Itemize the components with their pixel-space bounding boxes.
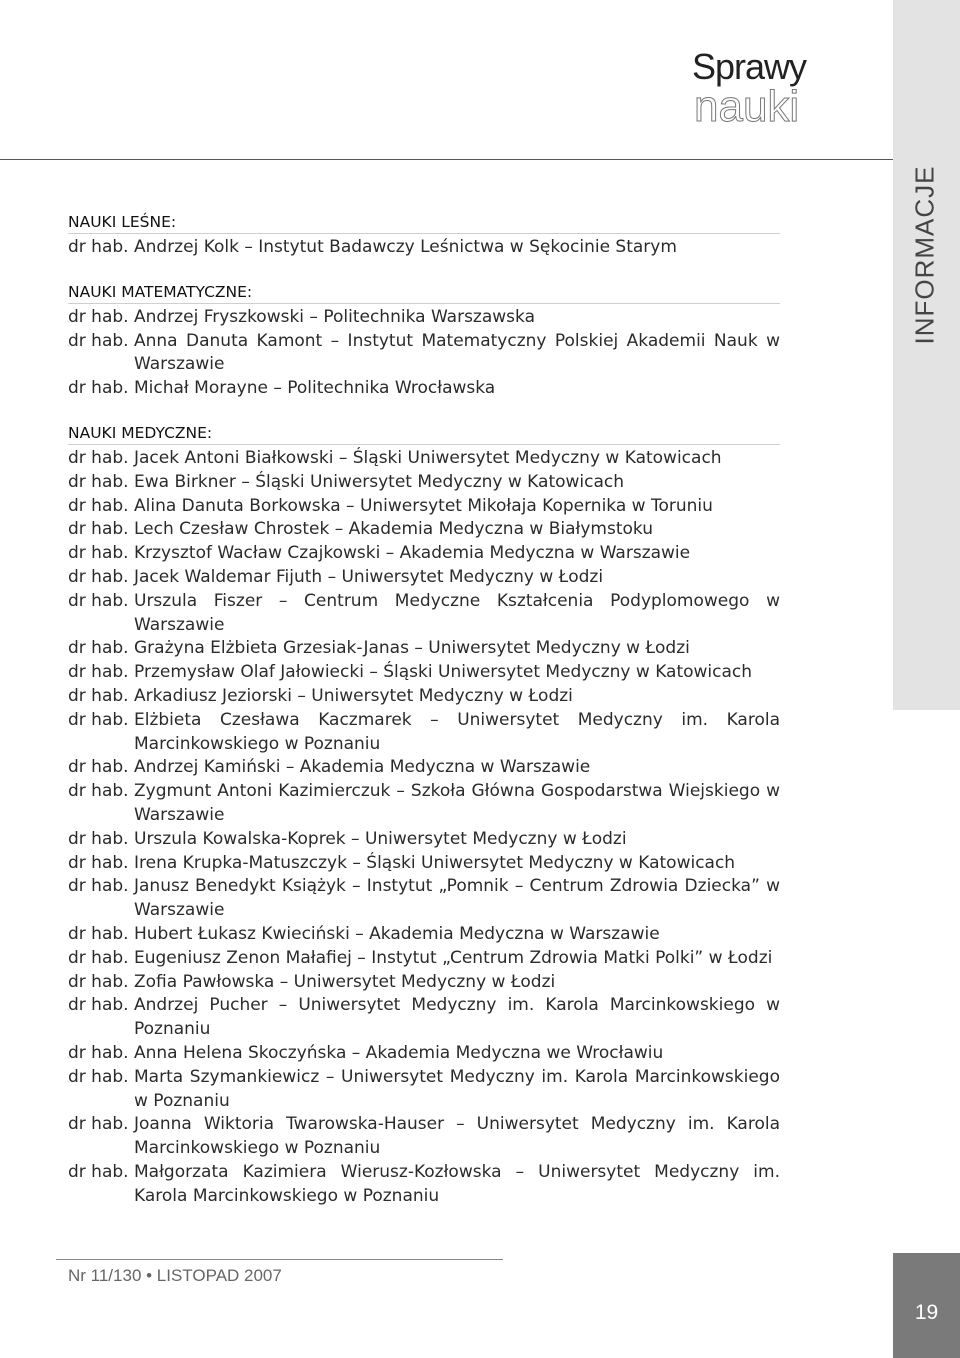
degree-prefix: dr hab. xyxy=(68,378,129,399)
degree-prefix: dr hab. xyxy=(68,995,129,1016)
person-and-institution: Andrzej Kolk – Instytut Badawczy Leśnictwa w Sękocinie Starym xyxy=(134,237,677,257)
person-and-institution: Eugeniusz Zenon Małafiej – Instytut „Centrum Zdrowia Matki Polki” w Łodzi xyxy=(134,947,773,968)
person-and-institution: Zofia Pawłowska – Uniwersytet Medyczny w Łodzi xyxy=(134,971,556,992)
degree-prefix: dr hab. xyxy=(68,590,129,611)
degree-prefix: dr hab. xyxy=(68,638,129,659)
issue-info: Nr 11/130 • LISTOPAD 2007 xyxy=(68,1266,282,1285)
list-item xyxy=(68,875,780,923)
person-and-institution: Andrzej Pucher – Uniwersytet Medyczny im. Karola Marcinkowskiego w Poznaniu xyxy=(134,995,780,1040)
list-item xyxy=(68,518,780,542)
list-item xyxy=(68,495,780,519)
degree-prefix: dr hab. xyxy=(68,471,129,492)
person-and-institution: Elżbieta Czesława Kaczmarek – Uniwersytet Medyczny im. Karola Marcinkowskiego w Poznaniu xyxy=(134,709,780,754)
list-item xyxy=(68,780,780,828)
person-and-institution: Jacek Antoni Białkowski – Śląski Uniwersytet Medyczny w Katowicach xyxy=(134,447,722,468)
side-tab-background xyxy=(893,0,960,710)
side-label-text: INFORMACJE xyxy=(909,165,940,345)
discipline-section xyxy=(68,423,780,1209)
page-number-box xyxy=(893,1253,960,1358)
degree-prefix: dr hab. xyxy=(68,306,129,327)
list-item xyxy=(68,923,780,947)
person-and-institution: Zygmunt Antoni Kazimierczuk – Szkoła Główna Gospodarstwa Wiejskiego w Warszawie xyxy=(134,781,780,825)
person-and-institution: Hubert Łukasz Kwieciński – Akademia Medyczna w Warszawie xyxy=(134,923,660,944)
list-item xyxy=(68,566,780,590)
degree-prefix: dr hab. xyxy=(68,543,129,564)
section-heading: NAUKI MEDYCZNE: xyxy=(68,423,780,445)
person-and-institution: Jacek Waldemar Fijuth – Uniwersytet Medyczny w Łodzi xyxy=(134,566,604,587)
footer-divider xyxy=(56,1259,503,1260)
list-item xyxy=(68,709,780,757)
degree-prefix: dr hab. xyxy=(68,330,129,351)
list-item xyxy=(68,447,780,471)
degree-prefix: dr hab. xyxy=(68,447,129,468)
person-and-institution: Urszula Kowalska-Koprek – Uniwersytet Medyczny w Łodzi xyxy=(134,828,627,849)
list-item xyxy=(68,377,780,401)
person-and-institution: Ewa Birkner – Śląski Uniwersytet Medyczny w Katowicach xyxy=(134,471,625,492)
degree-prefix: dr hab. xyxy=(68,852,129,873)
list-item xyxy=(68,947,780,971)
person-and-institution: Anna Helena Skoczyńska – Akademia Medyczna we Wrocławiu xyxy=(134,1042,664,1063)
degree-prefix: dr hab. xyxy=(68,947,129,968)
degree-prefix: dr hab. xyxy=(68,876,129,897)
list-item xyxy=(68,1161,780,1209)
list-item xyxy=(68,471,780,495)
list-item xyxy=(68,236,780,260)
degree-prefix: dr hab. xyxy=(68,1066,129,1087)
degree-prefix: dr hab. xyxy=(68,237,129,257)
logo-word-nauki: nauki xyxy=(694,82,800,131)
list-item xyxy=(68,828,780,852)
person-and-institution: Arkadiusz Jeziorski – Uniwersytet Medyczny w Łodzi xyxy=(134,685,573,706)
degree-prefix: dr hab. xyxy=(68,1114,129,1135)
degree-prefix: dr hab. xyxy=(68,757,129,778)
degree-prefix: dr hab. xyxy=(68,971,129,992)
list-item xyxy=(68,685,780,709)
person-and-institution: Przemysław Olaf Jałowiecki – Śląski Uniwersytet Medyczny w Katowicach xyxy=(134,662,753,683)
discipline-section xyxy=(68,282,780,401)
list-item xyxy=(68,1113,780,1161)
degree-prefix: dr hab. xyxy=(68,1161,129,1182)
list-item xyxy=(68,756,780,780)
person-and-institution: Andrzej Fryszkowski – Politechnika Warszawska xyxy=(134,306,535,327)
person-and-institution: Urszula Fiszer – Centrum Medyczne Kształcenia Podyplomowego w Warszawie xyxy=(134,590,780,635)
list-item xyxy=(68,994,780,1042)
journal-logo xyxy=(692,46,812,136)
list-item xyxy=(68,661,780,685)
page-number: 19 xyxy=(914,1301,939,1324)
person-and-institution: Irena Krupka-Matuszczyk – Śląski Uniwersytet Medyczny w Katowicach xyxy=(134,852,736,873)
person-and-institution: Marta Szymankiewicz – Uniwersytet Medyczny im. Karola Marcinkowskiego w Poznaniu xyxy=(134,1066,780,1111)
degree-prefix: dr hab. xyxy=(68,828,129,849)
list-item xyxy=(68,1042,780,1066)
list-item xyxy=(68,971,780,995)
degree-prefix: dr hab. xyxy=(68,495,129,516)
section-heading: NAUKI MATEMATYCZNE: xyxy=(68,282,780,304)
discipline-section xyxy=(68,212,780,260)
degree-prefix: dr hab. xyxy=(68,566,129,587)
list-item xyxy=(68,542,780,566)
degree-prefix: dr hab. xyxy=(68,519,129,540)
list-item xyxy=(68,852,780,876)
list-item xyxy=(68,1066,780,1114)
degree-prefix: dr hab. xyxy=(68,662,129,683)
person-and-institution: Joanna Wiktoria Twarowska-Hauser – Uniwersytet Medyczny im. Karola Marcinkowskiego w Poznaniu xyxy=(134,1114,780,1159)
person-and-institution: Krzysztof Wacław Czajkowski – Akademia Medyczna w Warszawie xyxy=(134,543,691,564)
person-and-institution: Anna Danuta Kamont – Instytut Matematyczny Polskiej Akademii Nauk w Warszawie xyxy=(134,330,780,375)
section-heading: NAUKI LEŚNE: xyxy=(68,212,780,234)
degree-prefix: dr hab. xyxy=(68,923,129,944)
person-and-institution: Grażyna Elżbieta Grzesiak-Janas – Uniwersytet Medyczny w Łodzi xyxy=(134,638,690,659)
logo-word-sprawy: Sprawy xyxy=(692,46,807,87)
degree-prefix: dr hab. xyxy=(68,685,129,706)
list-item xyxy=(68,330,780,378)
person-and-institution: Lech Czesław Chrostek – Akademia Medyczna w Białymstoku xyxy=(134,519,653,540)
main-content xyxy=(68,212,780,1208)
degree-prefix: dr hab. xyxy=(68,709,129,730)
list-item xyxy=(68,590,780,638)
list-item xyxy=(68,306,780,330)
person-and-institution: Alina Danuta Borkowska – Uniwersytet Mikołaja Kopernika w Toruniu xyxy=(134,495,713,516)
section-side-label xyxy=(892,165,958,345)
person-and-institution: Andrzej Kamiński – Akademia Medyczna w Warszawie xyxy=(134,757,591,778)
person-and-institution: Małgorzata Kazimiera Wierusz-Kozłowska – Uniwersytet Medyczny im. Karola Marcinkowskiego w Poznaniu xyxy=(134,1161,780,1206)
header-divider xyxy=(0,159,893,160)
degree-prefix: dr hab. xyxy=(68,781,129,802)
degree-prefix: dr hab. xyxy=(68,1042,129,1063)
list-item xyxy=(68,637,780,661)
person-and-institution: Michał Morayne – Politechnika Wrocławska xyxy=(134,378,496,399)
person-and-institution: Janusz Benedykt Książyk – Instytut „Pomnik – Centrum Zdrowia Dziecka” w Warszawie xyxy=(134,876,780,921)
